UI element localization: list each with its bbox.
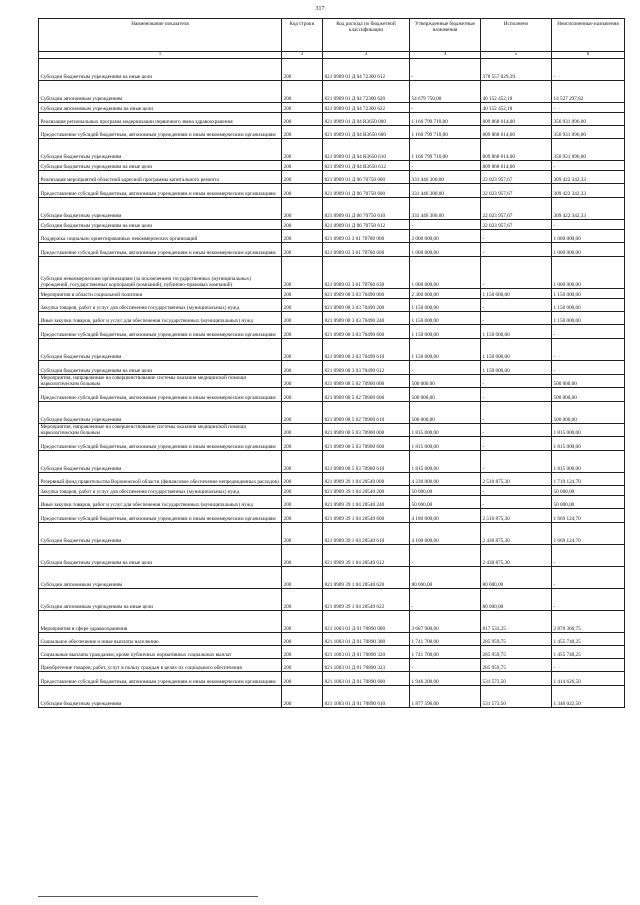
table-row <box>39 451 625 473</box>
row-executed: 809 868 614,00 <box>481 112 552 125</box>
column-number: 4 <box>410 52 481 59</box>
row-line-code: 200 <box>282 242 323 256</box>
row-classification-code: 821 0909 08 3 03 70490 200 <box>323 298 410 311</box>
row-classification-code: 821 0909 08 5 03 70900 610 <box>323 451 410 473</box>
row-classification-code: 821 0909 08 5 02 70900 600 <box>323 388 410 402</box>
row-name: Предоставление субсидий бюджетным, автономным учреждениям и иным некоммерческим организациям <box>39 437 282 451</box>
row-classification-code: 821 0909 01 Д 04 R3650 600 <box>323 125 410 138</box>
row-classification-code: 821 0909 01 Д 06 70750 000 <box>323 170 410 183</box>
row-unexecuted: 309 422 342,33 <box>552 183 625 197</box>
row-name: Закупка товаров, работ и услуг для обеспечения государственных (муниципальных) нужд <box>39 486 282 496</box>
row-line-code: 200 <box>282 686 323 708</box>
row-line-code: 200 <box>282 138 323 160</box>
column-number: 6 <box>552 52 625 59</box>
row-approved: 4 100 000,00 <box>410 523 481 545</box>
row-line-code: 200 <box>282 509 323 523</box>
table-row <box>39 229 625 242</box>
row-name: Реализация региональных программ модернизации первичного звена здравоохранения <box>39 112 282 125</box>
table-row <box>39 138 625 160</box>
row-name: Субсидии автономным учреждениям <box>39 567 282 589</box>
row-executed: - <box>481 388 552 402</box>
row-executed: - <box>481 496 552 509</box>
row-classification-code: 821 0909 01 Д 04 R3650 000 <box>323 112 410 125</box>
row-classification-code: 821 0909 39 1 04 20540 240 <box>323 496 410 509</box>
row-unexecuted: 1 150 000,00 <box>552 288 625 298</box>
row-name: Субсидии бюджетным учреждениям <box>39 338 282 360</box>
row-name: Субсидии бюджетным учреждениям на иные цели <box>39 219 282 229</box>
row-line-code: 200 <box>282 659 323 672</box>
column-number: 5 <box>481 52 552 59</box>
row-unexecuted: - <box>552 324 625 338</box>
row-classification-code: 821 0909 39 1 04 20540 600 <box>323 509 410 523</box>
row-line-code: 200 <box>282 672 323 686</box>
row-approved: 1 150 000,00 <box>410 311 481 324</box>
table-row <box>39 589 625 611</box>
row-approved: 500 000,00 <box>410 388 481 402</box>
row-line-code: 200 <box>282 402 323 424</box>
row-unexecuted: 50 000,00 <box>552 496 625 509</box>
row-classification-code: 821 1003 01 Д 01 70890 320 <box>323 646 410 659</box>
row-executed: 809 868 614,00 <box>481 138 552 160</box>
row-executed: 531 573,50 <box>481 672 552 686</box>
row-executed: 22 023 957,67 <box>481 219 552 229</box>
footer-rule <box>38 896 258 897</box>
row-approved: 2 000 000,00 <box>410 229 481 242</box>
row-approved: - <box>410 102 481 112</box>
row-executed: 809 868 614,00 <box>481 125 552 138</box>
budget-execution-table <box>38 18 625 708</box>
row-classification-code: 821 0909 01 Д 04 R3650 612 <box>323 160 410 170</box>
row-name: Мероприятия, направленные на совершенствование системы оказания медицинской помощи наркологическим больным <box>39 374 282 387</box>
table-row <box>39 567 625 589</box>
row-name: Предоставление субсидий бюджетным, автономным учреждениям и иным некоммерческим организациям <box>39 672 282 686</box>
row-executed: 40 152 452,18 <box>481 80 552 102</box>
row-name: Субсидии автономным учреждениям <box>39 80 282 102</box>
row-name: Субсидии автономным учреждениям на иные цели <box>39 102 282 112</box>
row-classification-code: 821 0909 01 Д 04 72300 612 <box>323 58 410 80</box>
row-name: Субсидии бюджетным учреждениям на иные цели <box>39 360 282 374</box>
table-row <box>39 242 625 256</box>
row-unexecuted: 1 669 124,70 <box>552 523 625 545</box>
row-approved: - <box>410 58 481 80</box>
row-unexecuted: 356 931 096,00 <box>552 112 625 125</box>
table-row <box>39 611 625 633</box>
row-classification-code: 821 1003 01 Д 01 70890 323 <box>323 659 410 672</box>
table-row <box>39 437 625 451</box>
row-classification-code: 821 0909 39 1 04 20540 620 <box>323 567 410 589</box>
table-row <box>39 633 625 646</box>
row-line-code: 200 <box>282 633 323 646</box>
row-executed: 1 150 000,00 <box>481 288 552 298</box>
table-row <box>39 509 625 523</box>
row-name: Предоставление субсидий бюджетным, автономным учреждениям и иным некоммерческим организациям <box>39 125 282 138</box>
table-row <box>39 659 625 672</box>
row-name: Субсидии бюджетным учреждениям на иные цели <box>39 58 282 80</box>
row-name: Социальные выплаты гражданам, кроме публичных нормативных социальных выплат <box>39 646 282 659</box>
row-unexecuted: - <box>552 360 625 374</box>
row-name: Социальное обеспечение и иные выплаты населению <box>39 633 282 646</box>
row-unexecuted: - <box>552 102 625 112</box>
table-row <box>39 523 625 545</box>
row-classification-code: 821 0909 08 3 03 70490 610 <box>323 338 410 360</box>
row-executed: - <box>481 242 552 256</box>
row-name: Субсидии бюджетным учреждениям <box>39 138 282 160</box>
header-indicator-name: Наименование показателя <box>39 19 282 52</box>
row-name: Закупка товаров, работ и услуг для обеспечения государственных (муниципальных) нужд <box>39 298 282 311</box>
row-approved: 1 000 000,00 <box>410 256 481 288</box>
row-line-code: 200 <box>282 324 323 338</box>
row-approved: 3 687 900,00 <box>410 611 481 633</box>
row-executed: - <box>481 451 552 473</box>
row-executed: - <box>481 424 552 437</box>
row-line-code: 200 <box>282 298 323 311</box>
row-line-code: 200 <box>282 496 323 509</box>
table-row <box>39 402 625 424</box>
row-classification-code: 821 1003 01 Д 01 70890 610 <box>323 686 410 708</box>
row-unexecuted: - <box>552 160 625 170</box>
row-executed: - <box>481 311 552 324</box>
table-row <box>39 388 625 402</box>
table-row <box>39 311 625 324</box>
row-unexecuted: 1 815 000,00 <box>552 424 625 437</box>
row-classification-code: 821 0909 08 3 03 70490 612 <box>323 360 410 374</box>
row-line-code: 200 <box>282 256 323 288</box>
row-classification-code: 821 1003 01 Д 01 70890 600 <box>323 672 410 686</box>
row-line-code: 200 <box>282 102 323 112</box>
row-name: Иные закупки товаров, работ и услуг для обеспечения государственных (муниципальных) нужд <box>39 496 282 509</box>
row-name: Субсидии бюджетным учреждениям <box>39 686 282 708</box>
row-classification-code: 821 0909 01 Д 04 72300 620 <box>323 80 410 102</box>
row-line-code: 200 <box>282 160 323 170</box>
row-executed: 809 868 614,00 <box>481 160 552 170</box>
row-approved: 1 150 000,00 <box>410 298 481 311</box>
row-line-code: 200 <box>282 229 323 242</box>
table-row <box>39 197 625 219</box>
row-unexecuted: 1 000 000,00 <box>552 229 625 242</box>
row-approved: 1 000 000,00 <box>410 242 481 256</box>
row-executed: 285 959,75 <box>481 633 552 646</box>
row-approved: 4 230 000,00 <box>410 473 481 486</box>
row-approved: 1 166 799 710,00 <box>410 112 481 125</box>
row-executed: - <box>481 298 552 311</box>
row-executed: - <box>481 229 552 242</box>
row-line-code: 200 <box>282 589 323 611</box>
row-name: Предоставление субсидий бюджетным, автономным учреждениям и иным некоммерческим организациям <box>39 183 282 197</box>
row-line-code: 200 <box>282 360 323 374</box>
table-row <box>39 496 625 509</box>
table-row <box>39 672 625 686</box>
row-line-code: 200 <box>282 58 323 80</box>
row-executed: 285 959,75 <box>481 659 552 672</box>
row-executed: 22 023 957,67 <box>481 170 552 183</box>
table-row <box>39 298 625 311</box>
row-classification-code: 821 0909 08 5 03 70900 600 <box>323 437 410 451</box>
table-row <box>39 183 625 197</box>
row-classification-code: 821 0909 08 3 03 70490 240 <box>323 311 410 324</box>
row-approved: 1 166 799 710,00 <box>410 138 481 160</box>
row-approved: - <box>410 659 481 672</box>
row-approved: 1 150 000,00 <box>410 324 481 338</box>
row-classification-code: 821 0909 01 Д 06 70750 600 <box>323 183 410 197</box>
row-name: Предоставление субсидий бюджетным, автономным учреждениям и иным некоммерческим организациям <box>39 324 282 338</box>
table-row <box>39 646 625 659</box>
row-line-code: 200 <box>282 219 323 229</box>
row-classification-code: 821 0909 08 5 02 70900 610 <box>323 402 410 424</box>
row-executed: 22 023 957,67 <box>481 197 552 219</box>
row-approved: - <box>410 545 481 567</box>
row-approved: 331 446 300,00 <box>410 170 481 183</box>
header-line-code: Код строки <box>282 19 323 52</box>
row-classification-code: 821 1003 01 Д 01 70890 300 <box>323 633 410 646</box>
row-line-code: 200 <box>282 437 323 451</box>
row-approved: 1 741 700,00 <box>410 633 481 646</box>
row-line-code: 200 <box>282 170 323 183</box>
row-executed: 2 430 875,30 <box>481 545 552 567</box>
row-name: Иные закупки товаров, работ и услуг для обеспечения государственных (муниципальных) нужд <box>39 311 282 324</box>
row-unexecuted: 309 422 342,33 <box>552 170 625 183</box>
row-executed: 40 152 452,18 <box>481 102 552 112</box>
row-executed: 80 000,00 <box>481 567 552 589</box>
row-line-code: 200 <box>282 473 323 486</box>
row-unexecuted: 1 414 626,50 <box>552 672 625 686</box>
row-approved: 50 000,00 <box>410 486 481 496</box>
row-name: Субсидии бюджетным учреждениям на иные цели <box>39 160 282 170</box>
row-name: Предоставление субсидий бюджетным, автономным учреждениям и иным некоммерческим организациям <box>39 242 282 256</box>
row-executed: 1 150 000,00 <box>481 360 552 374</box>
row-executed: 2 430 875,30 <box>481 523 552 545</box>
row-executed: - <box>481 402 552 424</box>
table-row <box>39 686 625 708</box>
header-approved: Утвержденные бюджетные назначения <box>410 19 481 52</box>
row-line-code: 200 <box>282 125 323 138</box>
row-unexecuted: 356 931 096,00 <box>552 138 625 160</box>
row-unexecuted: - <box>552 567 625 589</box>
row-approved: 1 946 200,00 <box>410 672 481 686</box>
row-line-code: 200 <box>282 523 323 545</box>
row-classification-code: 821 0909 03 3 01 70780 630 <box>323 256 410 288</box>
row-approved: 1 741 700,00 <box>410 646 481 659</box>
row-line-code: 200 <box>282 486 323 496</box>
row-unexecuted: 500 000,00 <box>552 402 625 424</box>
column-number: 1 <box>39 52 282 59</box>
row-classification-code: 821 0909 08 5 03 70900 000 <box>323 424 410 437</box>
row-classification-code: 821 0909 39 1 04 20540 622 <box>323 589 410 611</box>
row-name: Резервный фонд правительства Воронежской области (финансовое обеспечение непредвиденных расходов) <box>39 473 282 486</box>
table-row <box>39 486 625 496</box>
row-line-code: 200 <box>282 183 323 197</box>
row-classification-code: 821 0909 01 Д 04 R3650 610 <box>323 138 410 160</box>
table-row <box>39 288 625 298</box>
column-number: 2 <box>282 52 323 59</box>
table-row <box>39 80 625 102</box>
row-unexecuted: 1 815 000,00 <box>552 451 625 473</box>
table-row <box>39 112 625 125</box>
row-line-code: 200 <box>282 338 323 360</box>
row-classification-code: 821 0909 39 1 04 20540 612 <box>323 545 410 567</box>
row-unexecuted: - <box>552 589 625 611</box>
row-line-code: 200 <box>282 112 323 125</box>
row-classification-code: 821 0909 03 3 01 70780 000 <box>323 229 410 242</box>
row-executed: 1 150 000,00 <box>481 324 552 338</box>
row-name: Мероприятия в сфере здравоохранения <box>39 611 282 633</box>
table-row <box>39 125 625 138</box>
row-classification-code: 821 0909 39 1 04 20540 610 <box>323 523 410 545</box>
row-unexecuted: - <box>552 338 625 360</box>
row-unexecuted: 1 346 022,50 <box>552 686 625 708</box>
row-unexecuted: 1 455 740,25 <box>552 646 625 659</box>
row-classification-code: 821 0909 08 3 03 70490 600 <box>323 324 410 338</box>
row-approved: 2 300 000,00 <box>410 288 481 298</box>
row-executed: - <box>481 486 552 496</box>
row-name: Предоставление субсидий бюджетным, автономным учреждениям и иным некоммерческим организациям <box>39 388 282 402</box>
row-approved: 500 000,00 <box>410 402 481 424</box>
table-row <box>39 102 625 112</box>
row-approved: 4 180 000,00 <box>410 509 481 523</box>
row-unexecuted: 309 422 342,33 <box>552 197 625 219</box>
row-line-code: 200 <box>282 197 323 219</box>
row-approved: 1 150 000,00 <box>410 338 481 360</box>
row-line-code: 200 <box>282 311 323 324</box>
row-classification-code: 821 0909 01 Д 06 70750 610 <box>323 197 410 219</box>
row-unexecuted: 50 000,00 <box>552 486 625 496</box>
row-name: Мероприятия, направленные на совершенствование системы оказания медицинской помощи наркологическим больным <box>39 424 282 437</box>
row-executed: 378 557 029,39 <box>481 58 552 80</box>
column-number: 3 <box>323 52 410 59</box>
row-approved: 50 000,00 <box>410 496 481 509</box>
row-unexecuted: 356 931 096,00 <box>552 125 625 138</box>
row-unexecuted: 2 870 366,75 <box>552 611 625 633</box>
row-line-code: 200 <box>282 288 323 298</box>
row-approved: - <box>410 219 481 229</box>
row-approved: - <box>410 160 481 170</box>
table-row <box>39 545 625 567</box>
table-row <box>39 424 625 437</box>
row-approved: 1 877 596,00 <box>410 686 481 708</box>
row-executed: - <box>481 256 552 288</box>
row-executed: - <box>481 374 552 387</box>
row-approved: - <box>410 360 481 374</box>
row-approved: - <box>410 589 481 611</box>
row-executed: 80 000,00 <box>481 589 552 611</box>
header-budget-classification: Код расхода по бюджетной классификации <box>323 19 410 52</box>
table-row <box>39 360 625 374</box>
row-unexecuted: 1 719 124,70 <box>552 473 625 486</box>
header-unexecuted: Неисполненные назначения <box>552 19 625 52</box>
row-executed: 817 533,25 <box>481 611 552 633</box>
row-executed: 2 510 875,30 <box>481 473 552 486</box>
row-executed: - <box>481 437 552 451</box>
row-line-code: 200 <box>282 80 323 102</box>
row-approved: 54 679 750,00 <box>410 80 481 102</box>
row-line-code: 200 <box>282 424 323 437</box>
row-unexecuted: 500 000,00 <box>552 388 625 402</box>
row-line-code: 200 <box>282 567 323 589</box>
row-name: Субсидии автономным учреждениям на иные цели <box>39 589 282 611</box>
row-line-code: 200 <box>282 646 323 659</box>
row-approved: 1 166 799 710,00 <box>410 125 481 138</box>
row-unexecuted: 1 150 000,00 <box>552 298 625 311</box>
table-row <box>39 170 625 183</box>
row-unexecuted: 1 455 740,25 <box>552 633 625 646</box>
page-number: 317 <box>315 6 325 12</box>
row-unexecuted: - <box>552 219 625 229</box>
row-unexecuted: 1 000 000,00 <box>552 242 625 256</box>
table-row <box>39 160 625 170</box>
row-classification-code: 821 0909 39 1 04 20540 200 <box>323 486 410 496</box>
row-executed: 285 959,75 <box>481 646 552 659</box>
row-name: Субсидии бюджетным учреждениям на иные цели <box>39 545 282 567</box>
row-name: Приобретение товаров, работ, услуг в пользу граждан в целях их социального обеспечения <box>39 659 282 672</box>
row-name: Субсидии бюджетным учреждениям <box>39 451 282 473</box>
row-approved: 1 815 000,00 <box>410 451 481 473</box>
row-classification-code: 821 0909 08 3 03 70490 000 <box>323 288 410 298</box>
row-name: Субсидии некоммерческим организациям (за исключением государственных (муниципальных) учреждений, государственных корпораций (компаний), публично-правовых компаний) <box>39 256 282 288</box>
row-classification-code: 821 0909 03 3 01 70780 600 <box>323 242 410 256</box>
row-unexecuted: 14 527 297,82 <box>552 80 625 102</box>
row-unexecuted: 1 150 000,00 <box>552 311 625 324</box>
row-name: Субсидии бюджетным учреждениям <box>39 197 282 219</box>
row-name: Поддержка социально ориентированных некоммерческих организаций <box>39 229 282 242</box>
row-line-code: 200 <box>282 374 323 387</box>
row-executed: 531 573,50 <box>481 686 552 708</box>
row-classification-code: 821 1003 01 Д 01 70890 000 <box>323 611 410 633</box>
row-name: Мероприятия в области социальной политики <box>39 288 282 298</box>
row-approved: 331 446 300,00 <box>410 183 481 197</box>
table-row <box>39 338 625 360</box>
row-unexecuted: 1 815 000,00 <box>552 437 625 451</box>
row-approved: 80 000,00 <box>410 567 481 589</box>
row-approved: 1 815 000,00 <box>410 424 481 437</box>
row-unexecuted: - <box>552 545 625 567</box>
row-classification-code: 821 0909 39 1 04 20540 000 <box>323 473 410 486</box>
row-classification-code: 821 0909 01 Д 04 72300 622 <box>323 102 410 112</box>
row-name: Субсидии бюджетным учреждениям <box>39 523 282 545</box>
row-name: Предоставление субсидий бюджетным, автономным учреждениям и иным некоммерческим организациям <box>39 509 282 523</box>
row-unexecuted: 500 000,00 <box>552 374 625 387</box>
table-row <box>39 324 625 338</box>
row-executed: 2 510 875,30 <box>481 509 552 523</box>
row-line-code: 200 <box>282 611 323 633</box>
row-line-code: 200 <box>282 451 323 473</box>
header-executed: Исполнено <box>481 19 552 52</box>
table-row <box>39 219 625 229</box>
table-row <box>39 473 625 486</box>
row-classification-code: 821 0909 08 5 02 70900 000 <box>323 374 410 387</box>
table-body <box>39 58 625 708</box>
row-approved: 331 446 300,00 <box>410 197 481 219</box>
row-unexecuted: 1 000 000,00 <box>552 256 625 288</box>
row-unexecuted: 1 669 124,70 <box>552 509 625 523</box>
row-approved: 500 000,00 <box>410 374 481 387</box>
row-approved: 1 815 000,00 <box>410 437 481 451</box>
row-line-code: 200 <box>282 545 323 567</box>
row-line-code: 200 <box>282 388 323 402</box>
row-executed: 1 150 000,00 <box>481 338 552 360</box>
row-classification-code: 821 0909 01 Д 06 70750 612 <box>323 219 410 229</box>
row-unexecuted: - <box>552 58 625 80</box>
row-name: Реализация мероприятий областной адресной программы капитального ремонта <box>39 170 282 183</box>
row-name: Субсидии бюджетным учреждениям <box>39 402 282 424</box>
table-row <box>39 256 625 288</box>
row-executed: 22 023 957,67 <box>481 183 552 197</box>
table-row <box>39 58 625 80</box>
table-row <box>39 374 625 387</box>
row-unexecuted: - <box>552 659 625 672</box>
